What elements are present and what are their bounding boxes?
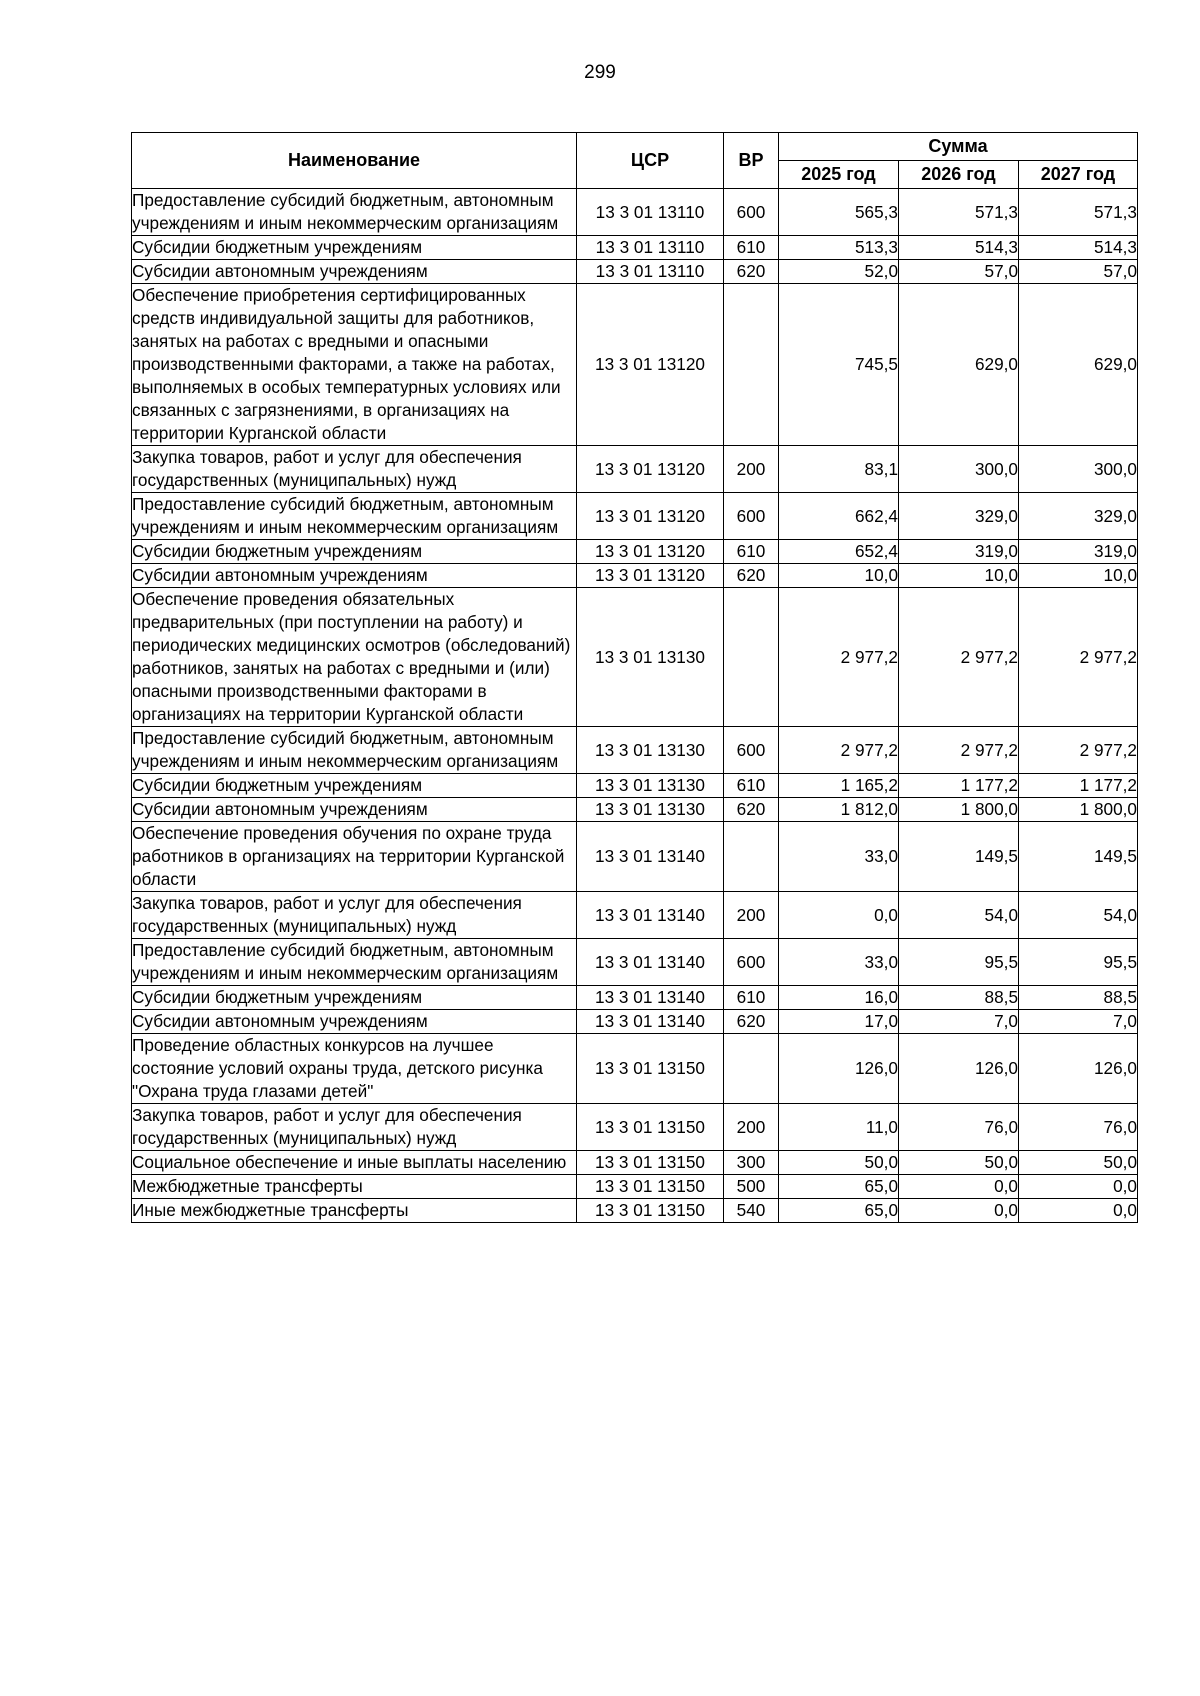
cell-name: Социальное обеспечение и иные выплаты населению <box>132 1151 577 1175</box>
cell-csr: 13 3 01 13140 <box>577 892 724 939</box>
table-row <box>132 1104 1138 1151</box>
cell-2026: 2 977,2 <box>899 727 1019 774</box>
header-name: Наименование <box>132 133 577 189</box>
cell-2026: 0,0 <box>899 1199 1019 1223</box>
cell-2026: 7,0 <box>899 1010 1019 1034</box>
cell-csr: 13 3 01 13130 <box>577 727 724 774</box>
cell-2026: 514,3 <box>899 236 1019 260</box>
cell-name: Предоставление субсидий бюджетным, автономным учреждениям и иным некоммерческим организациям <box>132 727 577 774</box>
cell-name: Субсидии автономным учреждениям <box>132 564 577 588</box>
cell-name: Обеспечение приобретения сертифицированных средств индивидуальной защиты для работников, занятых на работах с вредными и опасными производственными факторами, а также на работах, выполняемых в особых температурных условиях или связанных с загрязнениями, в организациях на территории Курганской области <box>132 284 577 446</box>
cell-2025: 2 977,2 <box>779 727 899 774</box>
cell-2027: 95,5 <box>1019 939 1138 986</box>
cell-vr: 610 <box>724 774 779 798</box>
cell-2025: 65,0 <box>779 1175 899 1199</box>
table-row <box>132 1199 1138 1223</box>
cell-2025: 65,0 <box>779 1199 899 1223</box>
cell-2027: 2 977,2 <box>1019 588 1138 727</box>
cell-2026: 149,5 <box>899 822 1019 892</box>
cell-2027: 571,3 <box>1019 189 1138 236</box>
cell-2026: 10,0 <box>899 564 1019 588</box>
table-row <box>132 1175 1138 1199</box>
cell-2027: 300,0 <box>1019 446 1138 493</box>
cell-csr: 13 3 01 13120 <box>577 284 724 446</box>
cell-name: Субсидии автономным учреждениям <box>132 1010 577 1034</box>
table-row <box>132 727 1138 774</box>
header-csr: ЦСР <box>577 133 724 189</box>
cell-2025: 1 165,2 <box>779 774 899 798</box>
cell-vr: 610 <box>724 236 779 260</box>
cell-vr: 200 <box>724 892 779 939</box>
cell-2027: 629,0 <box>1019 284 1138 446</box>
cell-name: Субсидии бюджетным учреждениям <box>132 774 577 798</box>
cell-csr: 13 3 01 13140 <box>577 1010 724 1034</box>
cell-2025: 11,0 <box>779 1104 899 1151</box>
cell-csr: 13 3 01 13130 <box>577 798 724 822</box>
cell-vr: 620 <box>724 260 779 284</box>
cell-vr <box>724 822 779 892</box>
cell-csr: 13 3 01 13150 <box>577 1175 724 1199</box>
table-row <box>132 493 1138 540</box>
cell-2027: 76,0 <box>1019 1104 1138 1151</box>
cell-vr: 540 <box>724 1199 779 1223</box>
table-row <box>132 774 1138 798</box>
cell-vr: 620 <box>724 798 779 822</box>
table-row <box>132 822 1138 892</box>
table-row <box>132 260 1138 284</box>
cell-2025: 52,0 <box>779 260 899 284</box>
cell-2027: 514,3 <box>1019 236 1138 260</box>
table-row <box>132 1151 1138 1175</box>
cell-csr: 13 3 01 13140 <box>577 986 724 1010</box>
cell-2025: 10,0 <box>779 564 899 588</box>
table-row <box>132 189 1138 236</box>
cell-2027: 0,0 <box>1019 1199 1138 1223</box>
cell-vr: 620 <box>724 564 779 588</box>
cell-vr <box>724 588 779 727</box>
cell-name: Предоставление субсидий бюджетным, автономным учреждениям и иным некоммерческим организациям <box>132 493 577 540</box>
cell-2026: 95,5 <box>899 939 1019 986</box>
cell-csr: 13 3 01 13130 <box>577 588 724 727</box>
table-row <box>132 236 1138 260</box>
cell-2027: 149,5 <box>1019 822 1138 892</box>
cell-2026: 50,0 <box>899 1151 1019 1175</box>
cell-2025: 662,4 <box>779 493 899 540</box>
cell-vr: 610 <box>724 540 779 564</box>
cell-name: Субсидии автономным учреждениям <box>132 798 577 822</box>
cell-2026: 571,3 <box>899 189 1019 236</box>
cell-name: Межбюджетные трансферты <box>132 1175 577 1199</box>
cell-2026: 319,0 <box>899 540 1019 564</box>
table-row <box>132 540 1138 564</box>
cell-2026: 126,0 <box>899 1034 1019 1104</box>
cell-2027: 126,0 <box>1019 1034 1138 1104</box>
table-row <box>132 986 1138 1010</box>
cell-name: Предоставление субсидий бюджетным, автономным учреждениям и иным некоммерческим организациям <box>132 189 577 236</box>
cell-name: Иные межбюджетные трансферты <box>132 1199 577 1223</box>
cell-name: Субсидии автономным учреждениям <box>132 260 577 284</box>
cell-csr: 13 3 01 13140 <box>577 822 724 892</box>
cell-csr: 13 3 01 13150 <box>577 1104 724 1151</box>
table-row <box>132 1034 1138 1104</box>
cell-2026: 88,5 <box>899 986 1019 1010</box>
cell-name: Субсидии бюджетным учреждениям <box>132 540 577 564</box>
cell-vr: 600 <box>724 727 779 774</box>
table-row <box>132 564 1138 588</box>
cell-name: Закупка товаров, работ и услуг для обеспечения государственных (муниципальных) нужд <box>132 892 577 939</box>
cell-2025: 50,0 <box>779 1151 899 1175</box>
cell-2026: 629,0 <box>899 284 1019 446</box>
cell-csr: 13 3 01 13140 <box>577 939 724 986</box>
cell-csr: 13 3 01 13150 <box>577 1034 724 1104</box>
cell-2026: 57,0 <box>899 260 1019 284</box>
table-row <box>132 284 1138 446</box>
cell-2027: 329,0 <box>1019 493 1138 540</box>
cell-name: Проведение областных конкурсов на лучшее состояние условий охраны труда, детского рисунка "Охрана труда глазами детей" <box>132 1034 577 1104</box>
cell-vr: 500 <box>724 1175 779 1199</box>
cell-vr: 620 <box>724 1010 779 1034</box>
cell-2025: 745,5 <box>779 284 899 446</box>
cell-name: Закупка товаров, работ и услуг для обеспечения государственных (муниципальных) нужд <box>132 446 577 493</box>
header-sum: Сумма <box>779 133 1138 161</box>
cell-2027: 7,0 <box>1019 1010 1138 1034</box>
header-year-2026: 2026 год <box>899 161 1019 189</box>
header-year-2027: 2027 год <box>1019 161 1138 189</box>
table-row <box>132 892 1138 939</box>
cell-2026: 300,0 <box>899 446 1019 493</box>
cell-2025: 83,1 <box>779 446 899 493</box>
cell-csr: 13 3 01 13120 <box>577 446 724 493</box>
cell-vr: 600 <box>724 493 779 540</box>
header-vr: ВР <box>724 133 779 189</box>
cell-csr: 13 3 01 13130 <box>577 774 724 798</box>
cell-csr: 13 3 01 13110 <box>577 260 724 284</box>
cell-2025: 565,3 <box>779 189 899 236</box>
table-body <box>132 189 1138 1223</box>
cell-vr: 300 <box>724 1151 779 1175</box>
table-row <box>132 939 1138 986</box>
cell-vr: 600 <box>724 189 779 236</box>
cell-2026: 1 800,0 <box>899 798 1019 822</box>
cell-2026: 329,0 <box>899 493 1019 540</box>
table-row <box>132 588 1138 727</box>
cell-vr: 200 <box>724 446 779 493</box>
page-number: 299 <box>584 62 616 83</box>
table-row <box>132 798 1138 822</box>
cell-csr: 13 3 01 13150 <box>577 1151 724 1175</box>
cell-name: Субсидии бюджетным учреждениям <box>132 986 577 1010</box>
cell-vr: 610 <box>724 986 779 1010</box>
cell-2027: 57,0 <box>1019 260 1138 284</box>
cell-2026: 54,0 <box>899 892 1019 939</box>
cell-2025: 1 812,0 <box>779 798 899 822</box>
cell-2025: 2 977,2 <box>779 588 899 727</box>
cell-2027: 319,0 <box>1019 540 1138 564</box>
cell-csr: 13 3 01 13120 <box>577 564 724 588</box>
cell-2025: 652,4 <box>779 540 899 564</box>
cell-vr <box>724 1034 779 1104</box>
cell-2027: 1 800,0 <box>1019 798 1138 822</box>
cell-2025: 513,3 <box>779 236 899 260</box>
cell-name: Закупка товаров, работ и услуг для обеспечения государственных (муниципальных) нужд <box>132 1104 577 1151</box>
cell-2027: 0,0 <box>1019 1175 1138 1199</box>
cell-2027: 50,0 <box>1019 1151 1138 1175</box>
cell-vr: 600 <box>724 939 779 986</box>
cell-2027: 1 177,2 <box>1019 774 1138 798</box>
cell-2026: 1 177,2 <box>899 774 1019 798</box>
cell-2026: 2 977,2 <box>899 588 1019 727</box>
cell-2026: 0,0 <box>899 1175 1019 1199</box>
cell-csr: 13 3 01 13110 <box>577 236 724 260</box>
cell-csr: 13 3 01 13150 <box>577 1199 724 1223</box>
cell-2027: 2 977,2 <box>1019 727 1138 774</box>
cell-name: Обеспечение проведения обязательных предварительных (при поступлении на работу) и периодических медицинских осмотров (обследований) работников, занятых на работах с вредными и (или) опасными производственными факторами в организациях на территории Курганской области <box>132 588 577 727</box>
cell-2025: 126,0 <box>779 1034 899 1104</box>
cell-csr: 13 3 01 13120 <box>577 493 724 540</box>
table-row <box>132 446 1138 493</box>
cell-2027: 10,0 <box>1019 564 1138 588</box>
cell-2026: 76,0 <box>899 1104 1019 1151</box>
budget-table <box>131 132 1138 1223</box>
cell-2025: 0,0 <box>779 892 899 939</box>
cell-2025: 16,0 <box>779 986 899 1010</box>
table-row <box>132 1010 1138 1034</box>
cell-vr <box>724 284 779 446</box>
cell-name: Предоставление субсидий бюджетным, автономным учреждениям и иным некоммерческим организациям <box>132 939 577 986</box>
cell-name: Субсидии бюджетным учреждениям <box>132 236 577 260</box>
cell-2025: 17,0 <box>779 1010 899 1034</box>
cell-2025: 33,0 <box>779 939 899 986</box>
cell-2027: 54,0 <box>1019 892 1138 939</box>
header-year-2025: 2025 год <box>779 161 899 189</box>
cell-csr: 13 3 01 13110 <box>577 189 724 236</box>
cell-2027: 88,5 <box>1019 986 1138 1010</box>
cell-name: Обеспечение проведения обучения по охране труда работников в организациях на территории Курганской области <box>132 822 577 892</box>
cell-csr: 13 3 01 13120 <box>577 540 724 564</box>
cell-2025: 33,0 <box>779 822 899 892</box>
cell-vr: 200 <box>724 1104 779 1151</box>
